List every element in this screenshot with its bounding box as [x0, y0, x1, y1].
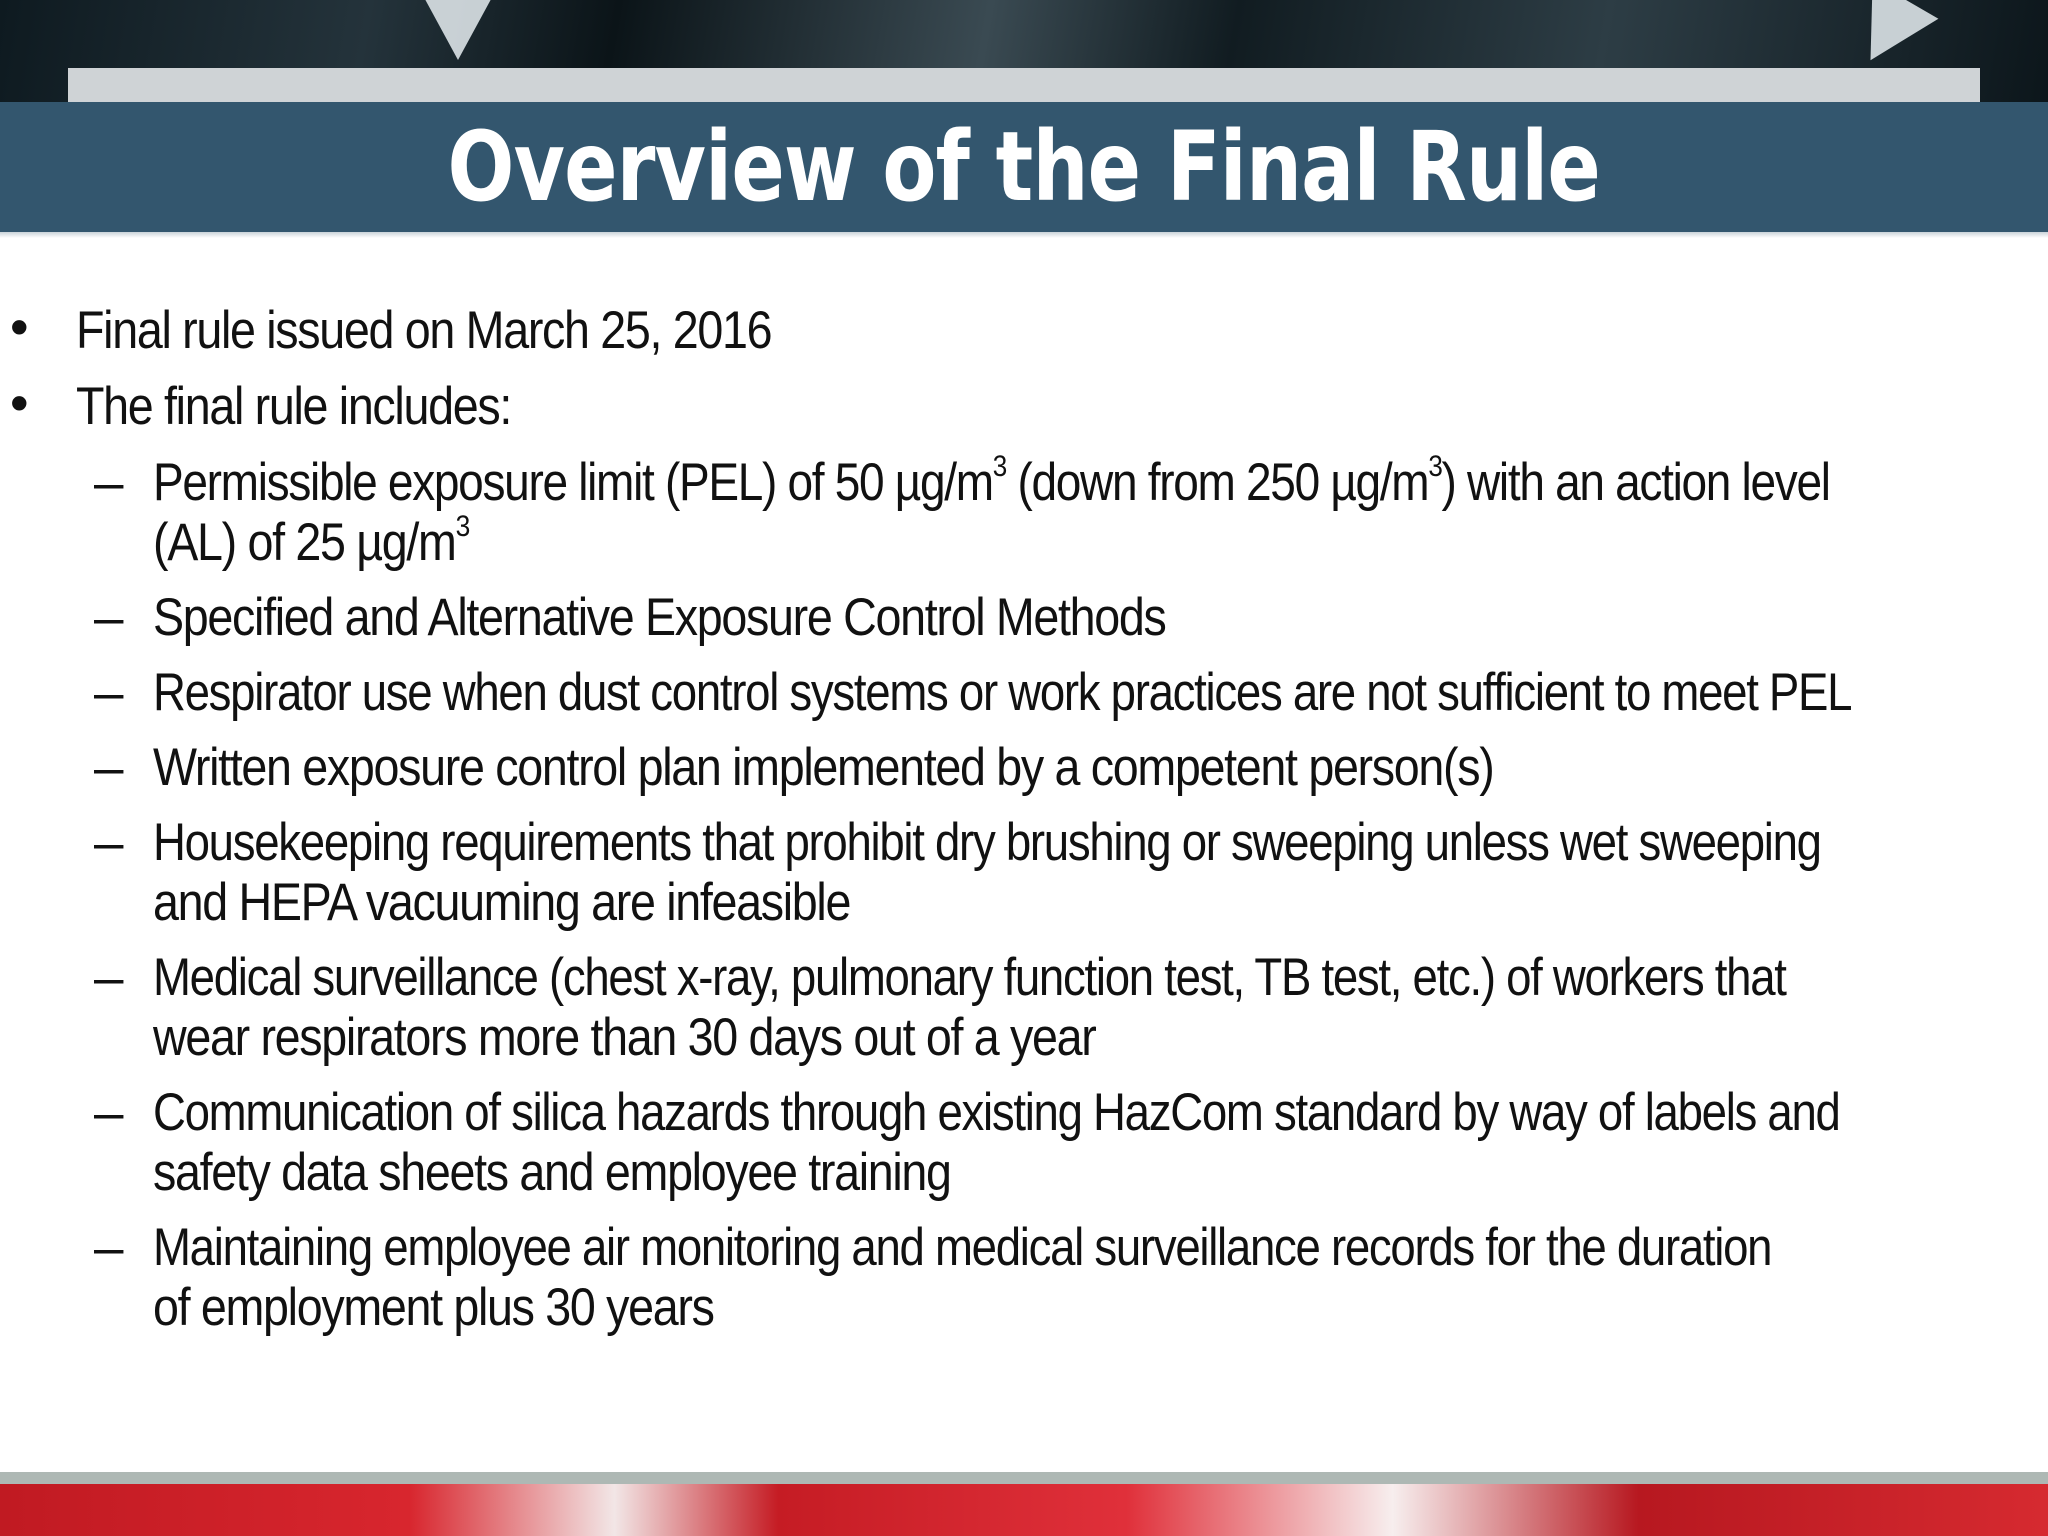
slide-title: Overview of the Final Rule	[447, 111, 1601, 223]
dash-marker: –	[94, 1218, 124, 1277]
dash-marker: –	[94, 1083, 124, 1142]
subitem-respirator: Respirator use when dust control systems or work practices are not sufficient to meet PEL	[153, 663, 1852, 722]
star-decoration	[420, 0, 496, 60]
flag-banner-bottom	[0, 1484, 2048, 1536]
bullet-marker: •	[10, 374, 29, 433]
bullet-includes: The final rule includes:	[76, 377, 511, 436]
bullet-marker: •	[10, 298, 29, 357]
dash-marker: –	[94, 948, 124, 1007]
bullet-issued-date: Final rule issued on March 25, 2016	[76, 301, 772, 360]
dash-marker: –	[94, 588, 124, 647]
dash-marker: –	[94, 663, 124, 722]
subitem-medical-cont: wear respirators more than 30 days out of a year	[153, 1008, 1096, 1067]
subitem-pel: Permissible exposure limit (PEL) of 50 $\mu g/m^3$ (down from 250 $\mu g/m^3$) with an action level	[153, 450, 1830, 512]
subitem-pel-cont: (AL) of 25 $\mu g/m^3$	[153, 510, 469, 572]
title-divider	[0, 232, 2048, 238]
subitem-records: Maintaining employee air monitoring and medical surveillance records for the duration	[153, 1218, 1772, 1277]
header-strip	[68, 68, 1980, 102]
subitem-records-cont: of employment plus 30 years	[153, 1278, 714, 1337]
title-bar	[0, 102, 2048, 232]
dash-marker: –	[94, 738, 124, 797]
dash-marker: –	[94, 813, 124, 872]
subitem-written-plan: Written exposure control plan implemented by a competent person(s)	[153, 738, 1494, 797]
subitem-methods: Specified and Alternative Exposure Control Methods	[153, 588, 1166, 647]
subitem-housekeeping: Housekeeping requirements that prohibit dry brushing or sweeping unless wet sweeping	[153, 813, 1821, 872]
dash-marker: –	[94, 453, 124, 512]
subitem-medical: Medical surveillance (chest x-ray, pulmonary function test, TB test, etc.) of workers that	[153, 948, 1786, 1007]
footer-divider	[0, 1472, 2048, 1484]
subitem-housekeeping-cont: and HEPA vacuuming are infeasible	[153, 873, 851, 932]
subitem-communication-cont: safety data sheets and employee training	[153, 1143, 951, 1202]
subitem-communication: Communication of silica hazards through existing HazCom standard by way of labels and	[153, 1083, 1840, 1142]
